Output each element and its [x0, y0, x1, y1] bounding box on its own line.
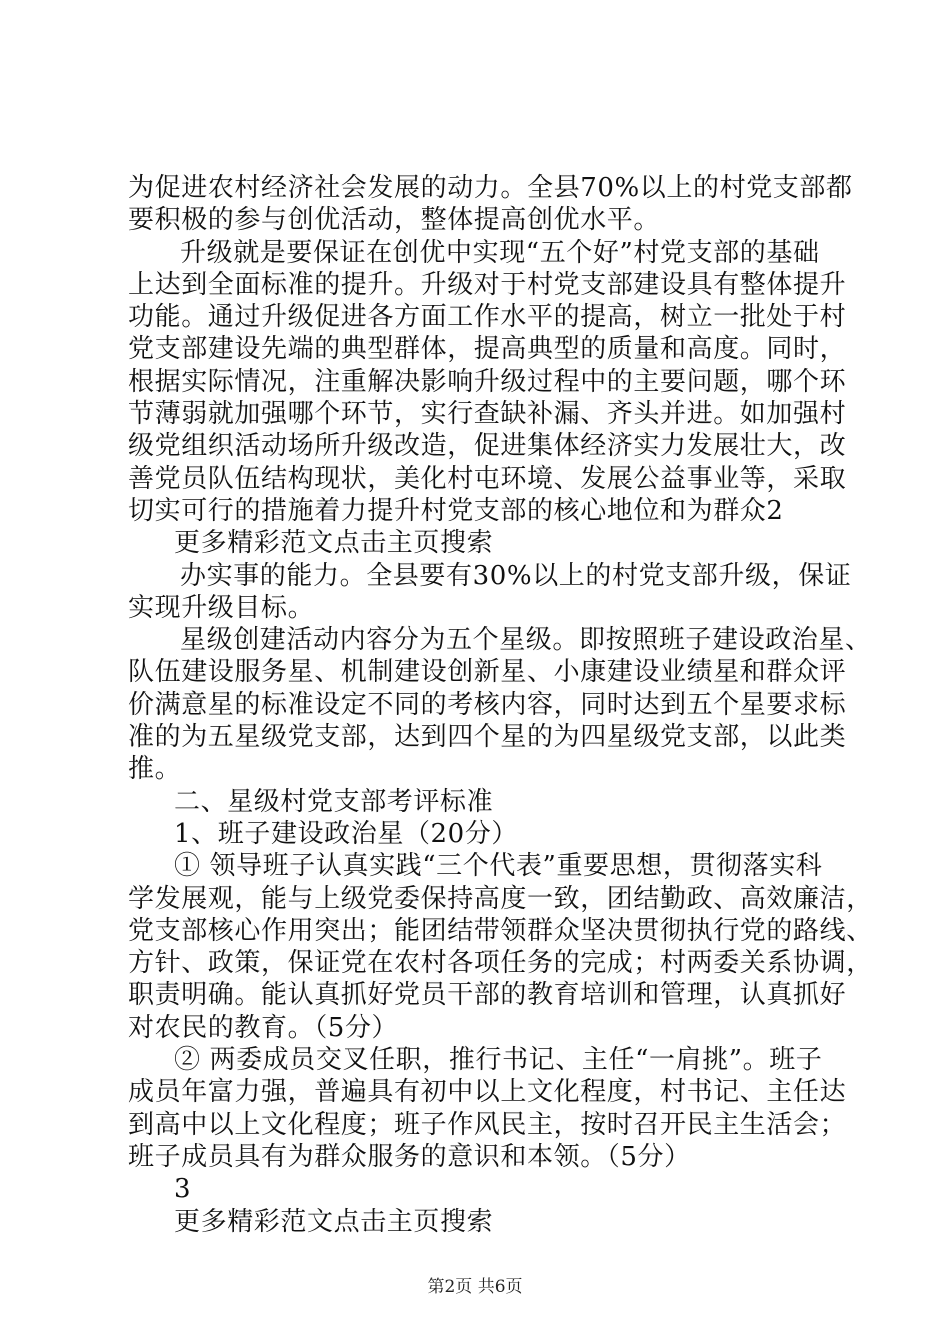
text-line: 方针、政策，保证党在农村各项任务的完成；村两委关系协调，	[128, 948, 873, 979]
text-line: 价满意星的标准设定不同的考核内容，同时达到五个星要求标	[128, 689, 847, 720]
text-line: 班子成员具有为群众服务的意识和本领。（5分）	[128, 1141, 691, 1172]
document-body	[128, 172, 873, 1238]
text-line: 到高中以上文化程度；班子作风民主，按时召开民主生活会；	[128, 1109, 847, 1140]
text-line: 二、星级村党支部考评标准	[174, 786, 494, 817]
text-line: 更多精彩范文点击主页搜索	[174, 528, 494, 559]
text-line: 成员年富力强，普遍具有初中以上文化程度，村书记、主任达	[128, 1077, 847, 1108]
text-line: 更多精彩范文点击主页搜索	[174, 1206, 494, 1237]
text-line: 善党员队伍结构现状，美化村屯环境、发展公益事业等，采取	[128, 463, 847, 494]
text-line: 为促进农村经济社会发展的动力。全县70%以上的村党支部都	[128, 173, 853, 203]
text-line: 功能。通过升级促进各方面工作水平的提高，树立一批处于村	[128, 302, 847, 333]
text-line: 准的为五星级党支部，达到四个星的为四星级党支部，以此类	[128, 722, 847, 753]
text-line: 党支部核心作用突出；能团结带领群众坚决贯彻执行党的路线、	[128, 915, 873, 946]
text-line: 星级创建活动内容分为五个星级。即按照班子建设政治星、	[180, 625, 872, 656]
text-line: 对农民的教育。（5分）	[128, 1012, 399, 1043]
text-line: 要积极的参与创优活动，整体提高创优水平。	[128, 205, 661, 236]
text-line: 上达到全面标准的提升。升级对于村党支部建设具有整体提升	[128, 269, 847, 300]
text-line: 党支部建设先端的典型群体，提高典型的质量和高度。同时，	[128, 334, 847, 365]
page-footer: 第2页 共6页	[427, 1277, 523, 1297]
text-line: 节薄弱就加强哪个环节，实行查缺补漏、齐头并进。如加强村	[128, 399, 847, 430]
text-line: 推。	[128, 754, 182, 785]
text-line: 实现升级目标。	[128, 592, 315, 623]
text-line: 升级就是要保证在创优中实现“五个好”村党支部的基础	[180, 237, 820, 268]
text-line: 职责明确。能认真抓好党员干部的教育培训和管理，认真抓好	[128, 980, 847, 1011]
text-line: 3	[174, 1174, 192, 1205]
text-line: ② 两委成员交叉任职，推行书记、主任“一肩挑”。班子	[174, 1045, 823, 1076]
text-line: 切实可行的措施着力提升村党支部的核心地位和为群众2	[128, 495, 784, 526]
text-line: 办实事的能力。全县要有30%以上的村党支部升级，保证	[180, 560, 852, 591]
text-line: 级党组织活动场所升级改造，促进集体经济实力发展壮大，改	[128, 431, 847, 462]
text-line: 根据实际情况，注重解决影响升级过程中的主要问题，哪个环	[128, 366, 847, 397]
text-line: 学发展观，能与上级党委保持高度一致，团结勤政、高效廉洁，	[128, 883, 873, 914]
text-line: ① 领导班子认真实践“三个代表”重要思想，贯彻落实科	[174, 851, 823, 882]
text-line: 1、班子建设政治星（20分）	[174, 818, 519, 849]
text-line: 队伍建设服务星、机制建设创新星、小康建设业绩星和群众评	[128, 657, 847, 688]
